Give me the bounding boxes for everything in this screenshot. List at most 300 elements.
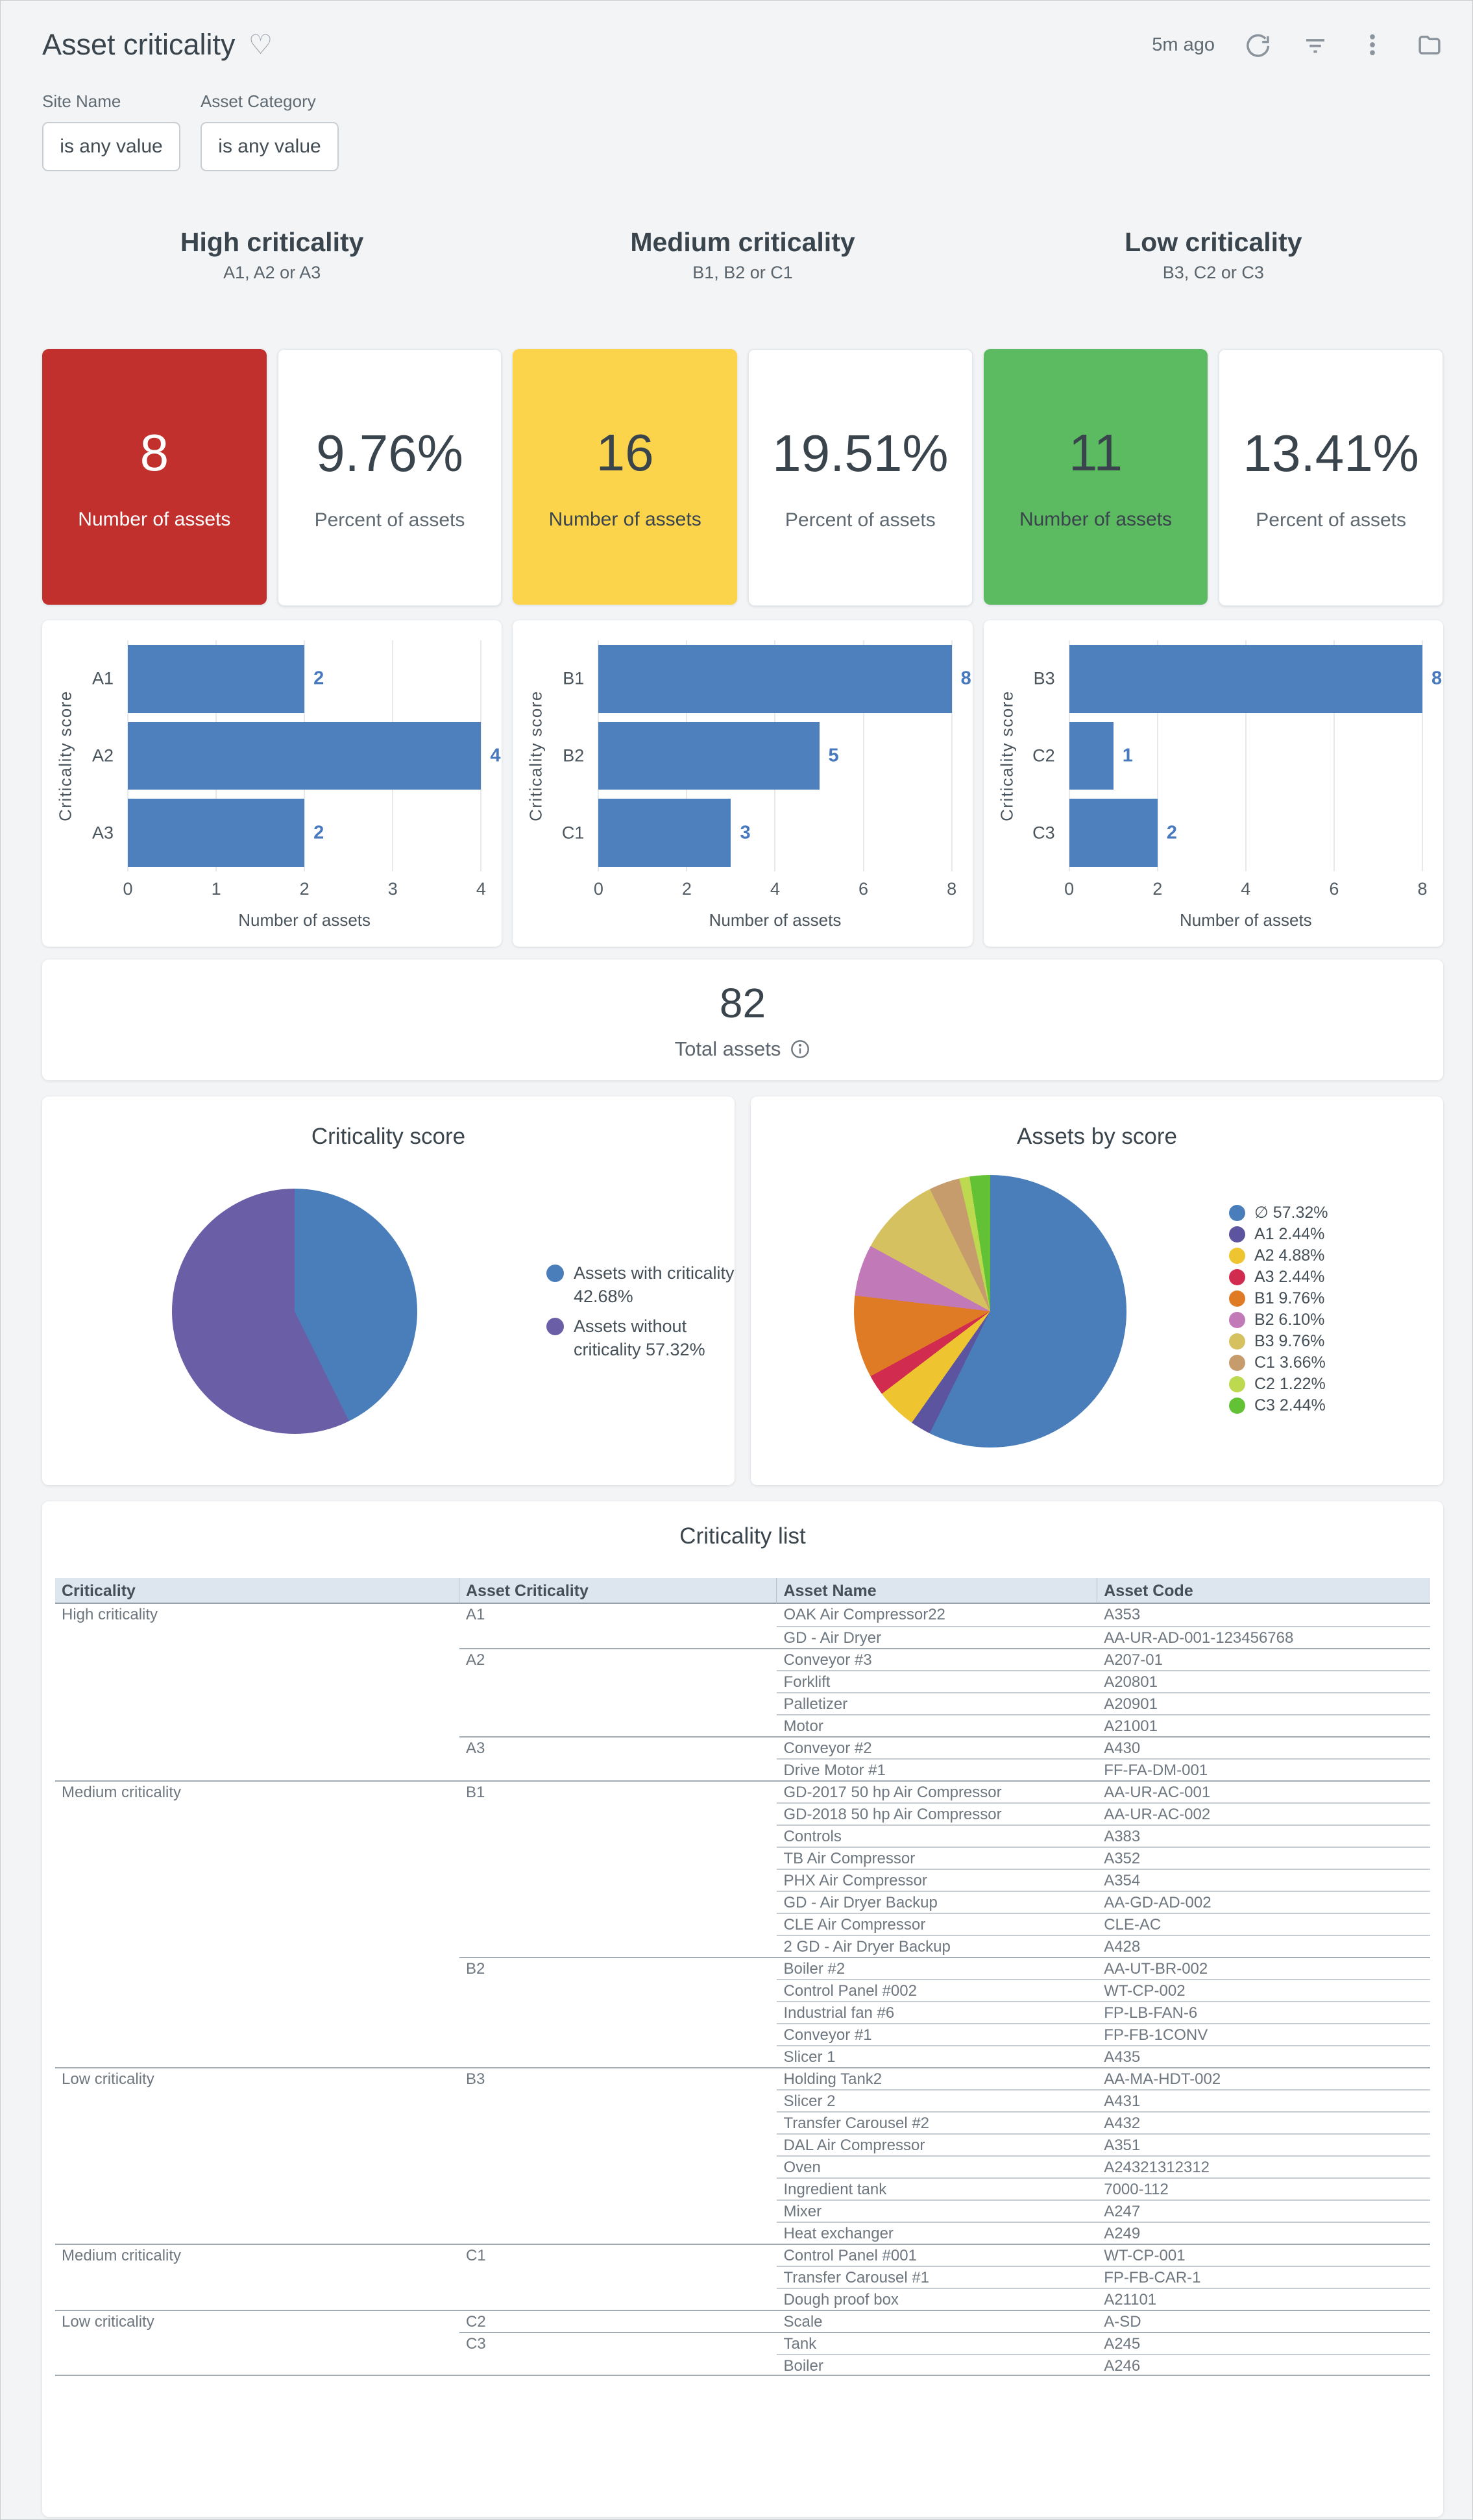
cell-asset-criticality — [459, 1670, 777, 1692]
pie-area — [42, 1189, 546, 1434]
category-label: A1 — [91, 668, 114, 688]
cell-criticality — [55, 2001, 459, 2023]
cell-asset-code: A354 — [1097, 1869, 1430, 1891]
cell-criticality: Low criticality — [55, 2310, 459, 2332]
cell-asset-criticality — [459, 2155, 777, 2177]
cell-asset-code: A351 — [1097, 2133, 1430, 2155]
kpi-tile — [1219, 349, 1443, 606]
bar-value-label: 5 — [828, 745, 839, 766]
legend-item[interactable] — [1229, 1397, 1443, 1414]
legend-item[interactable] — [1229, 1375, 1443, 1392]
cell-asset-criticality: A3 — [459, 1736, 777, 1758]
category-label: C2 — [1032, 745, 1055, 766]
pie-area — [751, 1175, 1229, 1448]
cell-asset-criticality: A1 — [465, 1606, 485, 1623]
bar-row-item — [1032, 718, 1422, 795]
legend-label: ∅ 57.32% — [1254, 1204, 1328, 1222]
bar-row-item — [91, 794, 481, 871]
x-tick-label: 2 — [681, 879, 692, 899]
legend-item[interactable] — [1229, 1333, 1443, 1350]
kpi-value: 11 — [1068, 424, 1123, 481]
cell-asset-criticality — [459, 1824, 777, 1847]
cell-asset-criticality — [459, 2354, 777, 2376]
cell-asset-name: GD-2017 50 hp Air Compressor — [777, 1780, 1097, 1802]
filter-label: Asset Category — [201, 91, 316, 111]
cell-criticality: Medium criticality — [55, 1780, 459, 1802]
cell-asset-criticality — [459, 2111, 777, 2133]
filter-site-name — [42, 91, 180, 171]
criticality-list-card — [42, 1501, 1443, 2517]
category-label: C1 — [561, 823, 585, 843]
cell-criticality — [55, 1913, 459, 1935]
bar-value-label: 2 — [313, 668, 324, 689]
cell-asset-criticality — [459, 1758, 777, 1780]
legend-swatch — [1229, 1248, 1245, 1264]
folder-icon[interactable] — [1416, 31, 1443, 58]
cell-asset-code: A246 — [1097, 2354, 1430, 2376]
bar[interactable] — [128, 645, 304, 713]
cell-asset-criticality — [459, 1714, 777, 1736]
cell-asset-name: Ingredient tank — [777, 2177, 1097, 2199]
section-headers — [42, 227, 1443, 283]
legend-swatch — [1229, 1226, 1245, 1242]
cell-asset-name: PHX Air Compressor — [777, 1869, 1097, 1891]
cell-criticality — [55, 1714, 459, 1736]
cell-asset-name: CLE Air Compressor — [777, 1913, 1097, 1935]
dashboard-header — [1, 1, 1472, 62]
cell-asset-name: Industrial fan #6 — [777, 2001, 1097, 2023]
last-updated-label: 5m ago — [1152, 34, 1215, 55]
cell-asset-criticality — [459, 1979, 777, 2001]
section-low — [984, 227, 1443, 283]
bar[interactable] — [598, 799, 731, 867]
cell-asset-code: A430 — [1097, 1736, 1430, 1758]
legend-label: A2 4.88% — [1254, 1246, 1325, 1265]
cell-criticality — [55, 2332, 459, 2354]
category-label: C3 — [1032, 823, 1055, 843]
kpi-label: Percent of assets — [314, 509, 465, 531]
cell-asset-name: Drive Motor #1 — [777, 1758, 1097, 1780]
pie-body — [42, 1159, 735, 1464]
section-medium — [513, 227, 972, 283]
bar-row-item — [561, 794, 951, 871]
legend-item[interactable] — [1229, 1311, 1443, 1328]
cell-criticality: Low criticality — [55, 2067, 459, 2089]
x-tick-label: 0 — [123, 879, 133, 899]
kpi-value: 8 — [140, 424, 169, 481]
legend-label: A1 2.44% — [1254, 1225, 1325, 1243]
category-label: A3 — [91, 823, 114, 843]
bar[interactable] — [1069, 799, 1158, 867]
favorite-heart-icon[interactable]: ♡ — [248, 29, 273, 60]
legend-swatch — [1229, 1355, 1245, 1371]
section-title: Low criticality — [1125, 227, 1302, 257]
kebab-menu-icon[interactable] — [1359, 31, 1386, 58]
cell-asset-code: WT-CP-002 — [1097, 1979, 1430, 2001]
x-tick-label: 3 — [387, 879, 398, 899]
bar[interactable] — [128, 722, 481, 790]
kpi-value: 19.51% — [772, 424, 949, 482]
legend-label: B2 6.10% — [1254, 1311, 1325, 1329]
cell-asset-criticality — [459, 1692, 777, 1714]
x-tick-label: 1 — [211, 879, 221, 899]
kpi-tile — [748, 349, 973, 606]
bar-row-item — [91, 718, 501, 795]
cell-asset-code: A21001 — [1097, 1714, 1430, 1736]
cell-asset-name: Control Panel #002 — [777, 1979, 1097, 2001]
cell-asset-criticality: B2 — [459, 1957, 777, 1979]
assets-by-score-pie — [854, 1175, 1126, 1448]
cell-criticality — [55, 2288, 459, 2310]
bar-plot — [1032, 640, 1443, 871]
cell-criticality — [55, 2222, 459, 2244]
legend-label: Assets with criticality 42.68% — [574, 1263, 735, 1306]
bar-row-item — [563, 718, 951, 795]
kpi-value: 13.41% — [1243, 424, 1419, 482]
cell-asset-code: A383 — [1097, 1824, 1430, 1847]
bar[interactable] — [1069, 645, 1422, 713]
bar-chart-card — [42, 620, 502, 947]
cell-criticality — [55, 1847, 459, 1869]
pie-legend — [1229, 1204, 1443, 1418]
cell-criticality — [55, 2155, 459, 2177]
cell-asset-name: Slicer 1 — [777, 2045, 1097, 2067]
cell-criticality: Medium criticality — [55, 2244, 459, 2266]
total-assets-label — [675, 1037, 811, 1061]
total-assets-text: Total assets — [674, 1037, 781, 1060]
cell-asset-code: FP-FB-CAR-1 — [1097, 2266, 1430, 2288]
filter-bar — [1, 62, 1472, 171]
x-tick-label: 2 — [299, 879, 310, 899]
y-axis-label: Criticality score — [997, 690, 1017, 821]
cell-criticality — [55, 1869, 459, 1891]
cell-criticality — [55, 2133, 459, 2155]
cell-asset-criticality: C3 — [459, 2332, 777, 2354]
cell-asset-criticality — [459, 2199, 777, 2222]
cell-asset-name: Conveyor #2 — [777, 1736, 1097, 1758]
pie-chart-row — [42, 1096, 1443, 1485]
cell-criticality — [55, 2111, 459, 2133]
column-header: Asset Criticality — [459, 1578, 777, 1604]
cell-asset-criticality: C1 — [459, 2244, 777, 2266]
cell-asset-criticality — [459, 2133, 777, 2155]
x-tick-label: 8 — [947, 879, 957, 899]
cell-asset-code: AA-UR-AC-002 — [1097, 1802, 1430, 1824]
cell-asset-name: Holding Tank2 — [777, 2067, 1097, 2089]
kpi-label: Number of assets — [548, 509, 701, 530]
cell-asset-code: A245 — [1097, 2332, 1430, 2354]
kpi-tile — [513, 349, 737, 605]
bar[interactable] — [128, 799, 304, 867]
cell-asset-code: A20801 — [1097, 1670, 1430, 1692]
x-axis-ticks — [123, 879, 486, 903]
x-tick-label: 8 — [1417, 879, 1428, 899]
cell-asset-name: 2 GD - Air Dryer Backup — [777, 1935, 1097, 1957]
category-label: B2 — [563, 745, 585, 766]
cell-asset-name: Palletizer — [777, 1692, 1097, 1714]
x-tick-label: 4 — [476, 879, 486, 899]
cell-asset-name: Transfer Carousel #2 — [777, 2111, 1097, 2133]
legend-item[interactable] — [1229, 1204, 1443, 1221]
pie-body — [751, 1159, 1443, 1464]
cell-asset-name: GD - Air Dryer — [777, 1626, 1097, 1648]
kpi-label: Number of assets — [78, 509, 231, 530]
legend-item[interactable] — [546, 1261, 735, 1308]
pie-title: Criticality score — [311, 1124, 466, 1149]
x-tick-label: 4 — [1241, 879, 1251, 899]
cell-asset-name: Control Panel #001 — [777, 2244, 1097, 2266]
legend-swatch — [1229, 1398, 1245, 1414]
section-high — [42, 227, 502, 283]
pie-legend — [546, 1255, 735, 1368]
cell-asset-code: 7000-112 — [1097, 2177, 1430, 2199]
kpi-tile — [42, 349, 267, 605]
cell-criticality — [55, 1670, 459, 1692]
cell-asset-code: CLE-AC — [1097, 1913, 1430, 1935]
bar[interactable] — [598, 722, 819, 790]
legend-label: A3 2.44% — [1254, 1268, 1325, 1286]
x-axis-label: Number of assets — [238, 910, 371, 930]
cell-asset-criticality: B3 — [459, 2067, 777, 2089]
y-axis-label: Criticality score — [55, 690, 75, 821]
cell-asset-criticality — [459, 1935, 777, 1957]
cell-asset-criticality — [459, 1913, 777, 1935]
legend-label: C1 3.66% — [1254, 1353, 1326, 1372]
cell-asset-criticality — [459, 1869, 777, 1891]
column-header: Asset Name — [777, 1578, 1097, 1604]
legend-swatch — [1229, 1333, 1245, 1350]
category-label: B1 — [563, 668, 585, 688]
cell-criticality — [55, 1802, 459, 1824]
bar-chart-card — [984, 620, 1443, 947]
x-tick-label: 0 — [1064, 879, 1075, 899]
cell-asset-name: Boiler #2 — [777, 1957, 1097, 1979]
category-label: A2 — [91, 745, 114, 766]
legend-swatch — [1229, 1269, 1245, 1285]
filter-label: Site Name — [42, 91, 121, 111]
bar-row-item — [1032, 794, 1422, 871]
kpi-value: 16 — [596, 424, 654, 481]
criticality-score-pie-card — [42, 1096, 735, 1485]
legend-label: C2 1.22% — [1254, 1375, 1326, 1393]
cell-asset-code: FP-LB-FAN-6 — [1097, 2001, 1430, 2023]
cell-asset-name: DAL Air Compressor — [777, 2133, 1097, 2155]
cell-asset-code: A207-01 — [1097, 1648, 1430, 1670]
legend-item[interactable] — [1229, 1290, 1443, 1307]
cell-criticality — [55, 1824, 459, 1847]
cell-asset-criticality — [459, 1626, 777, 1648]
cell-asset-code: A435 — [1097, 2045, 1430, 2067]
cell-criticality — [55, 2354, 459, 2376]
cell-asset-code: FP-FB-1CONV — [1097, 2023, 1430, 2045]
criticality-score-pie — [172, 1189, 417, 1434]
cell-criticality — [55, 2089, 459, 2111]
bar-value-label: 2 — [1166, 822, 1177, 843]
cell-asset-criticality — [459, 2222, 777, 2244]
total-assets-card — [42, 960, 1443, 1080]
cell-criticality — [55, 2266, 459, 2288]
cell-asset-code: WT-CP-001 — [1097, 2244, 1430, 2266]
bar-value-label: 1 — [1122, 745, 1133, 766]
cell-asset-criticality — [459, 2023, 777, 2045]
cell-asset-name: Oven — [777, 2155, 1097, 2177]
cell-asset-name: Motor — [777, 1714, 1097, 1736]
kpi-pair — [984, 349, 1443, 606]
cell-asset-code: AA-MA-HDT-002 — [1097, 2067, 1430, 2089]
x-axis-label: Number of assets — [709, 910, 842, 930]
cell-criticality — [55, 2045, 459, 2067]
kpi-row — [42, 349, 1443, 606]
legend-label: B3 9.76% — [1254, 1332, 1325, 1350]
y-axis-label: Criticality score — [526, 690, 546, 821]
cell-asset-code: A352 — [1097, 1847, 1430, 1869]
x-tick-label: 2 — [1152, 879, 1163, 899]
filter-asset-category — [201, 91, 339, 171]
legend-label: B1 9.76% — [1254, 1289, 1325, 1307]
cell-asset-code: AA-UR-AC-001 — [1097, 1780, 1430, 1802]
cell-asset-code: A249 — [1097, 2222, 1430, 2244]
legend-swatch — [1229, 1205, 1245, 1221]
cell-asset-criticality — [459, 2288, 777, 2310]
cell-asset-criticality — [459, 2177, 777, 2199]
cell-criticality — [55, 1692, 459, 1714]
column-header: Asset Code — [1097, 1578, 1430, 1604]
cell-asset-code: A247 — [1097, 2199, 1430, 2222]
cell-criticality: High criticality — [62, 1606, 158, 1623]
kpi-value: 9.76% — [316, 424, 463, 482]
cell-asset-code: AA-GD-AD-002 — [1097, 1891, 1430, 1913]
kpi-pair — [42, 349, 502, 606]
cell-asset-criticality — [459, 2089, 777, 2111]
assets-by-score-pie-card — [751, 1096, 1443, 1485]
filter-icon[interactable] — [1302, 31, 1329, 58]
asset-category-filter-button[interactable]: is any value — [201, 122, 339, 171]
cell-asset-name: Dough proof box — [777, 2288, 1097, 2310]
cell-asset-criticality: C2 — [459, 2310, 777, 2332]
x-axis-ticks — [593, 879, 957, 903]
x-tick-label: 6 — [1329, 879, 1339, 899]
cell-criticality — [55, 1626, 459, 1648]
bar-plot — [91, 640, 501, 871]
cell-asset-criticality: A2 — [459, 1648, 777, 1670]
cell-asset-criticality — [459, 2266, 777, 2288]
x-tick-label: 4 — [770, 879, 780, 899]
bar-chart-card — [513, 620, 972, 947]
cell-asset-code: AA-UT-BR-002 — [1097, 1957, 1430, 1979]
legend-item[interactable] — [1229, 1268, 1443, 1285]
bar[interactable] — [598, 645, 951, 713]
legend-item[interactable] — [1229, 1247, 1443, 1264]
cell-asset-name: TB Air Compressor — [777, 1847, 1097, 1869]
legend-item[interactable] — [1229, 1226, 1443, 1242]
cell-asset-criticality — [459, 1802, 777, 1824]
info-icon[interactable] — [790, 1039, 810, 1060]
cell-asset-code: A21101 — [1097, 2288, 1430, 2310]
total-assets-value: 82 — [719, 980, 766, 1026]
cell-asset-criticality — [459, 1847, 777, 1869]
cell-asset-name: Forklift — [777, 1670, 1097, 1692]
dashboard-content — [1, 227, 1472, 2517]
x-tick-label: 0 — [593, 879, 603, 899]
section-title: Medium criticality — [630, 227, 855, 257]
cell-asset-criticality — [459, 2001, 777, 2023]
bar-row-item — [563, 640, 971, 718]
cell-asset-name: OAK Air Compressor22 — [783, 1606, 945, 1623]
bar-value-label: 4 — [490, 745, 501, 766]
cell-asset-name: Tank — [777, 2332, 1097, 2354]
cell-asset-code: A-SD — [1097, 2310, 1430, 2332]
site-name-filter-button[interactable]: is any value — [42, 122, 180, 171]
cell-asset-code: A353 — [1104, 1606, 1141, 1623]
section-subtitle: B1, B2 or C1 — [692, 263, 793, 282]
bar-value-label: 3 — [740, 822, 751, 843]
bar-value-label: 8 — [1431, 668, 1443, 689]
cell-criticality — [55, 2177, 459, 2199]
bar-plot — [561, 640, 971, 871]
cell-asset-criticality: B1 — [459, 1780, 777, 1802]
cell-asset-name: Conveyor #1 — [777, 2023, 1097, 2045]
legend-item[interactable] — [546, 1315, 735, 1361]
page-title: Asset criticality — [42, 28, 236, 61]
category-label: B3 — [1033, 668, 1055, 688]
bar-value-label: 8 — [960, 668, 971, 689]
section-subtitle: A1, A2 or A3 — [223, 263, 321, 282]
kpi-label: Percent of assets — [1256, 509, 1407, 531]
cell-criticality — [55, 1736, 459, 1758]
pie-title: Assets by score — [1016, 1124, 1178, 1149]
legend-swatch — [1229, 1376, 1245, 1392]
cell-asset-name: Transfer Carousel #1 — [777, 2266, 1097, 2288]
cell-criticality — [55, 1891, 459, 1913]
refresh-icon[interactable] — [1245, 31, 1272, 58]
x-axis-label: Number of assets — [1179, 910, 1312, 930]
section-title: High criticality — [180, 227, 364, 257]
bar-row-item — [91, 640, 481, 718]
bar[interactable] — [1069, 722, 1114, 790]
cell-asset-name: Mixer — [777, 2199, 1097, 2222]
cell-criticality — [55, 1935, 459, 1957]
cell-criticality — [55, 1979, 459, 2001]
cell-asset-code: A432 — [1097, 2111, 1430, 2133]
legend-swatch — [546, 1265, 564, 1282]
cell-asset-code: A428 — [1097, 1935, 1430, 1957]
section-subtitle: B3, C2 or C3 — [1162, 263, 1264, 282]
criticality-table — [55, 1578, 1430, 2376]
cell-asset-criticality — [459, 2045, 777, 2067]
cell-asset-name: Scale — [777, 2310, 1097, 2332]
kpi-label: Percent of assets — [785, 509, 936, 531]
x-tick-label: 6 — [858, 879, 869, 899]
cell-criticality — [55, 1648, 459, 1670]
cell-asset-code: A24321312312 — [1097, 2155, 1430, 2177]
cell-asset-name: Slicer 2 — [777, 2089, 1097, 2111]
cell-criticality — [55, 1758, 459, 1780]
x-axis-ticks — [1064, 879, 1428, 903]
cell-asset-name: Controls — [777, 1824, 1097, 1847]
cell-criticality — [55, 2023, 459, 2045]
kpi-tile — [984, 349, 1208, 605]
bar-row-item — [1033, 640, 1443, 718]
kpi-tile — [278, 349, 502, 606]
legend-item[interactable] — [1229, 1354, 1443, 1371]
legend-label: C3 2.44% — [1254, 1396, 1326, 1414]
column-header: Criticality — [55, 1578, 459, 1604]
bar-value-label: 2 — [313, 822, 324, 843]
kpi-label: Number of assets — [1019, 509, 1173, 530]
legend-swatch — [1229, 1312, 1245, 1328]
cell-asset-name: Boiler — [777, 2354, 1097, 2376]
cell-asset-name: GD - Air Dryer Backup — [777, 1891, 1097, 1913]
